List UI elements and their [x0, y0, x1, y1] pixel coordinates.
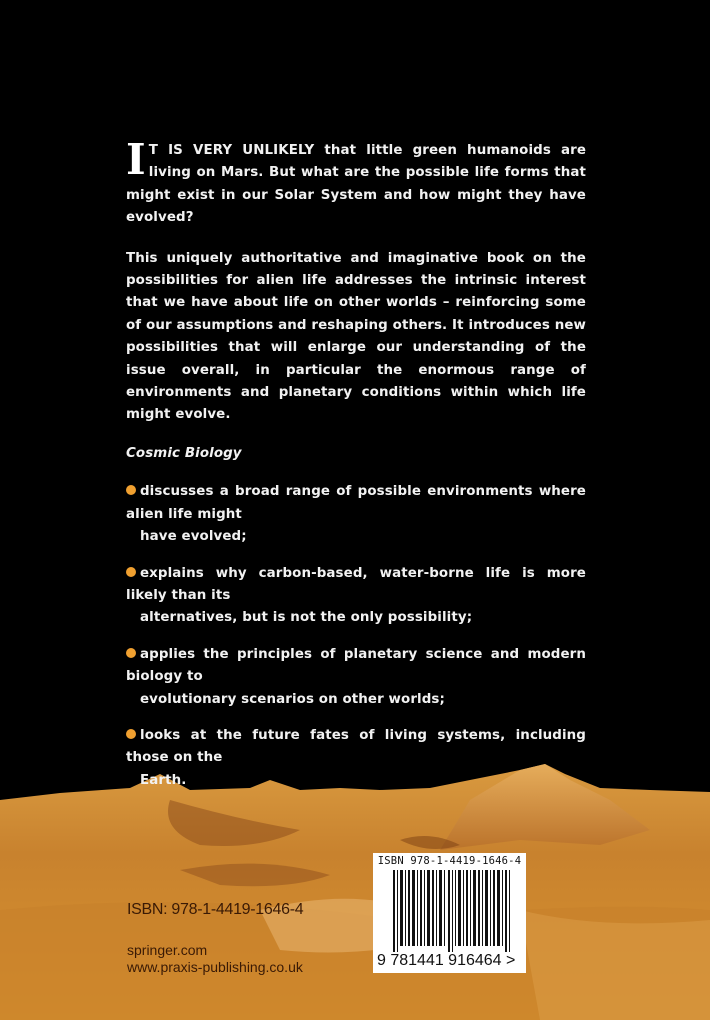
isbn-label: ISBN: 978-1-4419-1646-4: [127, 901, 304, 918]
barcode-number: 9 781441 916464 >: [377, 952, 516, 969]
book-title-italic: Cosmic Biology: [126, 445, 242, 461]
publisher-urls: [127, 942, 303, 976]
bullet-dot-icon: [126, 648, 136, 658]
drop-cap: I: [126, 135, 146, 184]
feature-item: discusses a broad range of possible environments where alien life might have evolved;: [126, 484, 586, 545]
url-praxis: www.praxis-publishing.co.uk: [127, 959, 303, 975]
description-paragraph: This uniquely authoritative and imaginative book on the possibilities for alien life addresses the intrinsic interest that we have about life on other worlds – reinforcing some of our assumptions and reshaping others. It introduces new possibilities that will enlarge our understanding of the issue overall, in particular the enormous range of environments and planetary conditions within which life might evolve.: [126, 250, 586, 423]
isbn-barcode: [373, 853, 526, 973]
feature-item: explains why carbon-based, water-borne life is more likely than its alternatives, but is not the only possibility;: [126, 565, 586, 626]
intro-paragraph: [126, 135, 586, 230]
bullet-dot-icon: [126, 729, 136, 739]
bullet-dot-icon: [126, 485, 136, 495]
bullet-dot-icon: [126, 567, 136, 577]
back-cover-blurb: [126, 135, 586, 806]
url-springer: springer.com: [127, 942, 208, 958]
intro-lead-caps: T IS VERY UNLIKELY: [148, 143, 315, 158]
barcode-bars-icon: [393, 870, 513, 952]
barcode-isbn-text: ISBN 978-1-4419-1646-4: [377, 855, 522, 867]
feature-item: looks at the future fates of living systems, including those on the Earth.: [126, 727, 586, 788]
feature-item: applies the principles of planetary science and modern biology to evolutionary scenarios on other worlds;: [126, 646, 586, 707]
feature-list: [126, 481, 586, 792]
intro-text: that little green humanoids are living on Mars. But what are the possible life forms that might exist in our Solar System and how might they have evolved?: [126, 143, 586, 226]
